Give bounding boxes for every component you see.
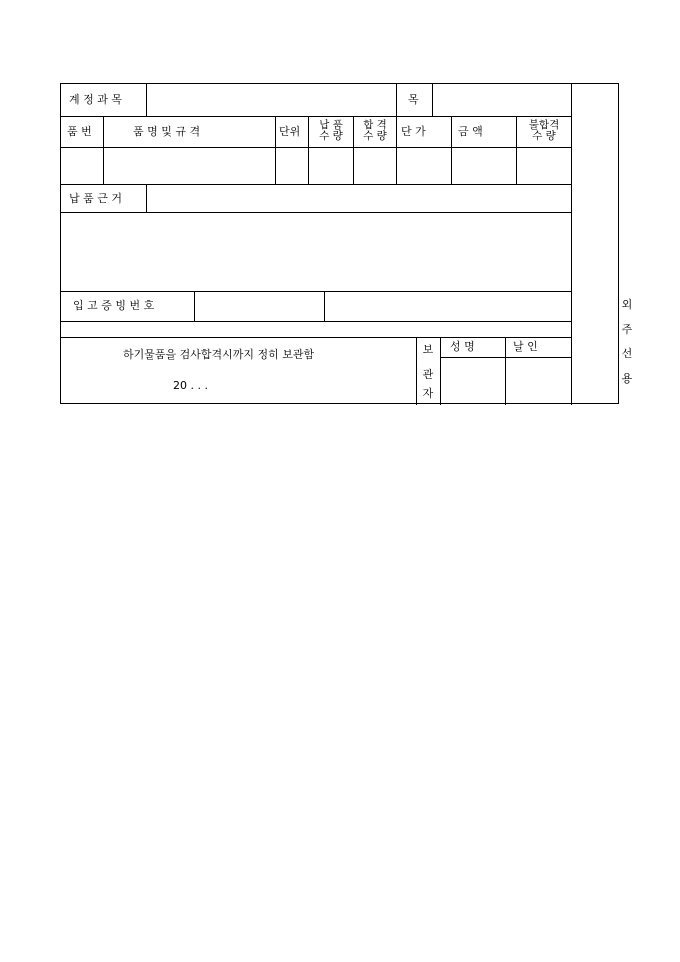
seal-label: 날 인 [513,340,538,353]
delivery-basis-details[interactable] [61,213,571,291]
header-amount: 금 액 [458,125,483,138]
header-delivered-qty-2: 수 량 [319,130,343,142]
header-failed-qty-1: 불합격 [528,119,560,131]
amount-cell[interactable] [452,148,516,184]
header-unit: 단위 [279,125,301,138]
header-failed-qty-2: 수 량 [532,130,556,142]
side-column [572,84,619,405]
passed-qty-cell[interactable] [354,148,396,184]
header-unit-price: 단 가 [401,125,426,138]
receipt-extra-field[interactable] [325,292,571,321]
item-label: 목 [408,93,419,106]
receipt-no-field[interactable] [195,292,324,321]
storage-statement: 하기물품을 검사합격시까지 정히 보관함 [123,348,315,361]
account-label: 계 정 과 목 [69,93,122,106]
delivery-basis-field[interactable] [147,185,571,212]
header-passed-qty-2: 수 량 [363,130,387,142]
item-no-cell[interactable] [61,148,103,184]
header-item-no: 품 번 [67,125,92,138]
item-field[interactable] [433,84,571,116]
header-passed-qty-1: 합 격 [363,119,387,131]
unit-cell[interactable] [276,148,308,184]
delivered-qty-cell[interactable] [309,148,353,184]
name-spec-cell[interactable] [104,148,275,184]
delivery-basis-label: 납 품 근 거 [69,192,122,205]
header-name-spec: 품 명 및 규 격 [133,125,201,138]
name-label: 성 명 [450,340,475,353]
date-line: 20 . . . [173,379,208,392]
delivery-inspection-form [60,83,619,404]
unit-price-cell[interactable] [397,148,451,184]
keeper-label: 보 관 자 [422,343,434,400]
keeper-seal-field[interactable] [506,358,571,405]
keeper-name-field[interactable] [441,358,505,405]
receipt-no-label: 입 고 증 빙 번 호 [73,299,155,312]
header-delivered-qty-1: 납 품 [319,119,343,131]
failed-qty-cell[interactable] [517,148,571,184]
account-field[interactable] [147,84,396,116]
side-label-outsourcing: 외 주 선 용 [621,298,633,385]
